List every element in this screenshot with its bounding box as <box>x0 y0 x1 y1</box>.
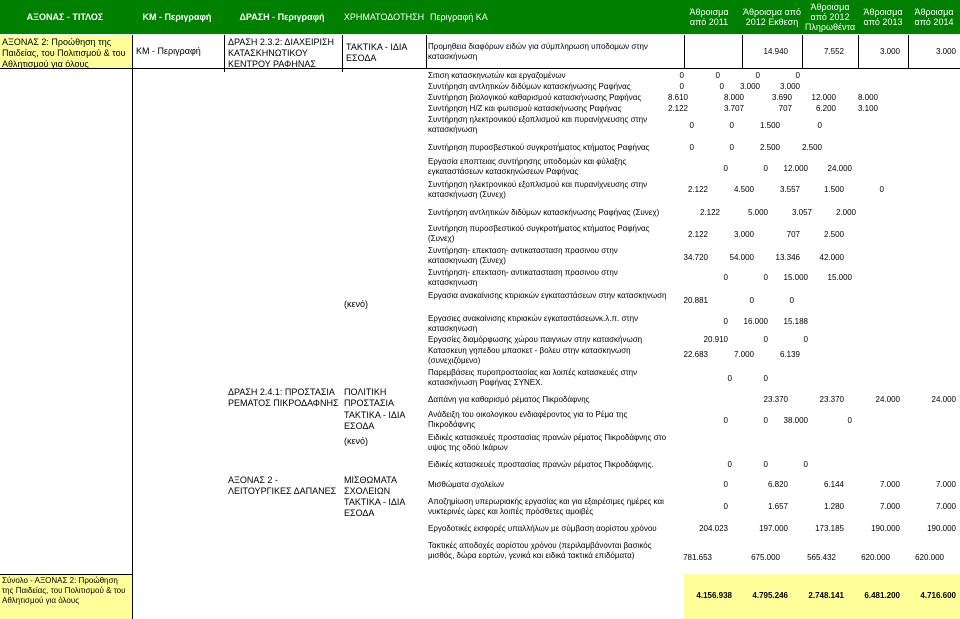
row-value[interactable]: 0 <box>723 480 728 489</box>
row-value[interactable]: 565.432 <box>807 553 836 562</box>
row-value[interactable]: 0 <box>763 416 768 425</box>
row-value[interactable]: 7.000 <box>879 502 900 511</box>
header-action[interactable]: ΔΡΑΣΗ - Περιγραφή <box>239 12 325 22</box>
total-label: Σύνολο - ΑΞΟΝΑΣ 2: Προώθηση της Παιδείας, του Πολιτισμού & του Αθλητισμού για όλους <box>2 576 126 605</box>
action-241: ΔΡΑΣΗ 2.4.1: ΠΡΟΣΤΑΣΙΑ ΡΕΜΑΤΟΣ ΠΙΚΡΟΔΑΦΝΗΣ <box>228 387 339 408</box>
row-value[interactable]: 1.657 <box>767 502 788 511</box>
row-description[interactable]: Παρεμβάσεις πυροπροστασίας και λοιπές κατασκευές στην κατασκήνωση Ραφήνας ΣΥΝΕΧ. <box>428 368 638 387</box>
funding-political: ΠΟΛΙΤΙΚΗ ΠΡΟΣΤΑΣΙΑ <box>344 387 394 408</box>
row-value[interactable]: 4.500 <box>733 185 754 194</box>
header-km[interactable]: ΚΜ - Περιγραφή <box>142 12 212 22</box>
row-value[interactable]: 197.000 <box>759 524 788 533</box>
row-value[interactable]: 3.100 <box>857 104 878 113</box>
row-value[interactable]: 2.500 <box>759 143 780 152</box>
row-value[interactable]: 24.000 <box>827 164 852 173</box>
row-description[interactable]: Συντήρηση ηλεκτρονικού εξοπλισμού και πυρανίχνευσης στην κατασκήνωση (Συνεχ) <box>428 180 648 199</box>
row-value[interactable]: 3.000 <box>733 230 754 239</box>
row-value[interactable]: 38.000 <box>783 416 808 425</box>
row-value[interactable]: 2.122 <box>687 230 708 239</box>
action-232: ΔΡΑΣΗ 2.3.2: ΔΙΑΧΕΙΡΙΣΗ ΚΑΤΑΣΚΗΝΩΤΙΚΟΥ ΚΕΝΤΡΟΥ ΡΑΦΗΝΑΣ <box>228 37 335 69</box>
row-value[interactable]: 0 <box>715 71 720 80</box>
row-value[interactable]: 3.000 <box>739 82 760 91</box>
row-value[interactable]: 0 <box>763 164 768 173</box>
header-2013[interactable]: Άθροισμα από 2013 <box>863 7 903 27</box>
row-value[interactable]: 12.000 <box>783 164 808 173</box>
header-funding[interactable]: ΧΡΗΜΑΤΟΔΟΤΗΣΗ <box>343 12 425 22</box>
row-value[interactable]: 15.000 <box>783 273 808 282</box>
row-value[interactable]: 0 <box>803 460 808 469</box>
row-value[interactable]: 2.500 <box>801 143 822 152</box>
row-value[interactable]: 675.000 <box>751 553 780 562</box>
row-description[interactable]: Ειδικές κατασκευές προστασίας πρανών ρέματος Πικροδάφνης. <box>428 460 654 469</box>
row-value[interactable]: 0 <box>723 317 728 326</box>
row-value[interactable]: 0 <box>847 416 852 425</box>
row-value[interactable]: 6.139 <box>779 350 800 359</box>
header-desc[interactable]: Περιγραφή ΚΑ <box>430 12 488 22</box>
row-value[interactable]: 0 <box>719 82 724 91</box>
row-value[interactable]: 20.881 <box>683 296 708 305</box>
row-value[interactable]: 6.200 <box>815 104 836 113</box>
row-value[interactable]: 707 <box>778 104 792 113</box>
row-description[interactable]: Δαπάνη για καθαρισμό ρέματος Πικροδάφνης <box>428 395 590 404</box>
row-description[interactable]: Εργασια ανακαίνισης κτιριακών εγκαταστάσεων στην κατασκηνωση <box>428 291 667 300</box>
row-value[interactable]: 0 <box>723 416 728 425</box>
row-description[interactable]: Συντήρηση αντλητικών διδύμων κατασκήνωσης Ραφήνας (Συνεχ) <box>428 208 660 217</box>
row-value[interactable]: 620.000 <box>915 553 944 562</box>
row-value[interactable]: 0 <box>689 143 694 152</box>
row-value[interactable]: 2.122 <box>667 104 688 113</box>
row-value[interactable]: 0 <box>795 71 800 80</box>
row-description[interactable]: Συντήρηση Η/Ζ και φωτισμού κατασκήνωσης Ραφήνας <box>428 104 622 113</box>
row-value[interactable]: 2.000 <box>835 208 856 217</box>
total-2012-report: 4.795.246 <box>752 591 788 600</box>
row-value[interactable]: 3.000 <box>935 47 956 56</box>
row-value[interactable]: 1.500 <box>759 121 780 130</box>
row-value[interactable]: 3.707 <box>723 104 744 113</box>
row-value[interactable]: 0 <box>727 460 732 469</box>
row-description[interactable]: Συντήρηση πυροσβεστικού συγκροτήματος κτήματος Ραφήνας (Συνεχ) <box>428 224 650 243</box>
row-value[interactable]: 16.000 <box>743 317 768 326</box>
total-2014: 4.716.600 <box>920 591 956 600</box>
row-value[interactable]: 3.690 <box>771 93 792 102</box>
funding-tactical-3: ΤΑΚΤΙΚΑ - ΙΔΙΑ ΕΣΟΔΑ <box>344 497 405 518</box>
row-value[interactable]: 6.820 <box>767 480 788 489</box>
row-description[interactable]: Συντήρηση- επεκταση- αντικατασταση πρασινου στην κατασκηνωση <box>428 268 618 287</box>
row-value[interactable]: 7.552 <box>823 47 844 56</box>
row-value[interactable]: 8.610 <box>667 93 688 102</box>
row-value[interactable]: 20.910 <box>703 335 728 344</box>
row-value[interactable]: 0 <box>729 121 734 130</box>
row-value[interactable]: 0 <box>879 185 884 194</box>
row-value[interactable]: 22.683 <box>683 350 708 359</box>
axis2-title: ΑΞΟΝΑΣ 2: Προώθηση της Παιδείας, του Πολιτισμού & του Αθλητισμού για όλους <box>2 37 126 69</box>
row-description[interactable]: Συντήρηση πυροσβεστικού συγκροτήματος κτήματος Ραφήνας <box>428 143 650 152</box>
axis2-ops: ΑΞΟΝΑΣ 2 - ΛΕΙΤΟΥΡΓΙΚΕΣ ΔΑΠΑΝΕΣ <box>228 475 337 496</box>
row-description[interactable]: Ειδικές κατασκευές προστασίας πρανών ρέματος Πικροδάφνης στο υψος της οδού Ικάρων <box>428 433 667 452</box>
row-value[interactable]: 0 <box>679 82 684 91</box>
row-value[interactable]: 24.000 <box>875 395 900 404</box>
row-value[interactable]: 0 <box>763 273 768 282</box>
row-value[interactable]: 0 <box>763 460 768 469</box>
row-value[interactable]: 0 <box>763 335 768 344</box>
row-value[interactable]: 13.346 <box>775 253 800 262</box>
row-value[interactable]: 5.000 <box>747 208 768 217</box>
row-description[interactable]: Συντήρηση- επεκταση- αντικατασταση πρασινου στην κατασκηνωση (Συνεχ) <box>428 246 618 265</box>
header-2012-paid[interactable]: Άθροισμα από 2012 Πληρωθέντα <box>804 2 856 32</box>
row-description[interactable]: Συντήρηση ηλεκτρονικού εξοπλισμού και πυρανίχνευσης στην κατασκήνωση <box>428 115 648 134</box>
header-2014[interactable]: Άθροισμα από 2014 <box>914 7 954 27</box>
row-value[interactable]: 0 <box>763 374 768 383</box>
row-value[interactable]: 14.940 <box>763 47 788 56</box>
row-value[interactable]: 3.000 <box>779 82 800 91</box>
row-description[interactable]: Σιτιση κατασκηνωτών και εργαζομένων <box>428 71 566 80</box>
row-value[interactable]: 204.023 <box>699 524 728 533</box>
row-value[interactable]: 0 <box>755 71 760 80</box>
row-value[interactable]: 190.000 <box>927 524 956 533</box>
row-value[interactable]: 7.000 <box>733 350 754 359</box>
row-description[interactable]: Κατασκευη γηπεδου μπασκετ - βολευ στην κατασκηνωση (συνεχιζόμενο) <box>428 346 631 365</box>
row-value[interactable]: 12.000 <box>811 93 836 102</box>
row-value[interactable]: 1.280 <box>823 502 844 511</box>
row-value[interactable]: 190.000 <box>871 524 900 533</box>
row-value[interactable]: 1.500 <box>823 185 844 194</box>
row-value[interactable]: 6.144 <box>823 480 844 489</box>
row-value[interactable]: 8.000 <box>723 93 744 102</box>
row-value[interactable]: 15.188 <box>783 317 808 326</box>
row-description[interactable]: Εργασιες ανακαίνισης κτιριακών εγκαταστάσεωνκ.λ.π. στην κατασκηνωση <box>428 314 639 333</box>
row-value[interactable]: 7.000 <box>935 502 956 511</box>
funding-tactical-2: ΤΑΚΤΙΚΑ - ΙΔΙΑ ΕΣΟΔΑ <box>344 410 405 431</box>
row-value[interactable]: 781.653 <box>683 553 712 562</box>
row-value[interactable]: 0 <box>789 296 794 305</box>
header-axis[interactable]: ΑΞΟΝΑΣ - ΤΙΤΛΟΣ <box>26 12 104 22</box>
row-description[interactable]: Εργοδοτικές εισφορές υπαλλήλων με σύμβαση αορίστου χρόνου <box>428 524 657 533</box>
funding-tactical-1: ΤΑΚΤΙΚΑ - ΙΔΙΑ ΕΣΟΔΑ <box>346 42 407 63</box>
row-description[interactable]: Προμηθεια διαφόρων ειδών για σύμπληρωση υποδομων στην κατασκήνωση <box>428 42 648 61</box>
row-value[interactable]: 8.000 <box>857 93 878 102</box>
km-label: ΚΜ - Περιγραφή <box>136 46 201 56</box>
row-value[interactable]: 0 <box>749 296 754 305</box>
row-value[interactable]: 0 <box>723 273 728 282</box>
row-value[interactable]: 54.000 <box>729 253 754 262</box>
row-value[interactable]: 3.000 <box>879 47 900 56</box>
row-description[interactable]: Αποζημίωση υπερωριακής εργασίας και για εξαιρέσιμες ημέρες και νυκτερινές ώρες και λοιπές πρόσθετες αμοιβές <box>428 497 664 516</box>
row-description[interactable]: Συντήρηση αντλητικών διδύμων κατασκήνωσης Ραφήνας <box>428 82 631 91</box>
row-value[interactable]: 2.500 <box>823 230 844 239</box>
row-value[interactable]: 24.000 <box>931 395 956 404</box>
row-value[interactable]: 707 <box>786 230 800 239</box>
row-value[interactable]: 0 <box>679 71 684 80</box>
total-2012-paid: 2.748.141 <box>808 591 844 600</box>
row-value[interactable]: 23.370 <box>763 395 788 404</box>
row-value[interactable]: 3.057 <box>791 208 812 217</box>
empty-2: (κενό) <box>344 436 369 446</box>
row-value[interactable]: 620.000 <box>861 553 890 562</box>
row-value[interactable]: 2.122 <box>687 185 708 194</box>
row-description[interactable]: Τακτικές αποδοχές αορίστου χρόνου (περιλαμβάνονται βασικός μισθός, δώρα εορτών, γενικά και ειδικά τακτικά επιδόματα) <box>428 541 652 560</box>
row-description[interactable]: Εργασίες διαμόρφωσης χώρου παιγνιων στην κατασκήνωση <box>428 335 643 344</box>
row-value[interactable]: 0 <box>723 164 728 173</box>
row-description[interactable]: Ανάδειξη του οικολογικου ενδιαφέροντος για το Ρέμα της Πικροδάφνης <box>428 410 628 429</box>
row-value[interactable]: 23.370 <box>819 395 844 404</box>
row-value[interactable]: 0 <box>729 143 734 152</box>
empty-1: (κενό) <box>344 299 369 309</box>
row-value[interactable]: 0 <box>723 502 728 511</box>
row-value[interactable]: 7.000 <box>879 480 900 489</box>
row-value[interactable]: 0 <box>689 121 694 130</box>
row-description[interactable]: Μισθώματα σχολείων <box>428 480 505 489</box>
row-value[interactable]: 3.557 <box>779 185 800 194</box>
row-value[interactable]: 2.122 <box>699 208 720 217</box>
row-value[interactable]: 34.720 <box>683 253 708 262</box>
row-value[interactable]: 15.000 <box>827 273 852 282</box>
header-2012-report[interactable]: Άθροισμα από 2012 Εκθεση <box>743 7 801 27</box>
total-2011: 4.156.938 <box>696 591 732 600</box>
row-value[interactable]: 0 <box>817 121 822 130</box>
row-value[interactable]: 0 <box>803 335 808 344</box>
row-description[interactable]: Συντήρηση βιολογικού καθαρισμού κατασκήνωσης Ραφήνας <box>428 93 642 102</box>
row-value[interactable]: 42.000 <box>819 253 844 262</box>
funding-schools: ΜΙΣΘΩΜΑΤΑ ΣΧΟΛΕΙΩΝ <box>344 475 397 496</box>
row-description[interactable]: Εργασία εποπτειας συντήρησης υποδομών και φύλαξης εγκαταστάσεων κατασκηνώσεων Ραφήνας <box>428 157 627 176</box>
header-2011[interactable]: Άθροισμα από 2011 <box>689 7 729 27</box>
total-2013: 6.481.200 <box>864 591 900 600</box>
row-value[interactable]: 0 <box>727 374 732 383</box>
row-value[interactable]: 7.000 <box>935 480 956 489</box>
row-value[interactable]: 173.185 <box>815 524 844 533</box>
